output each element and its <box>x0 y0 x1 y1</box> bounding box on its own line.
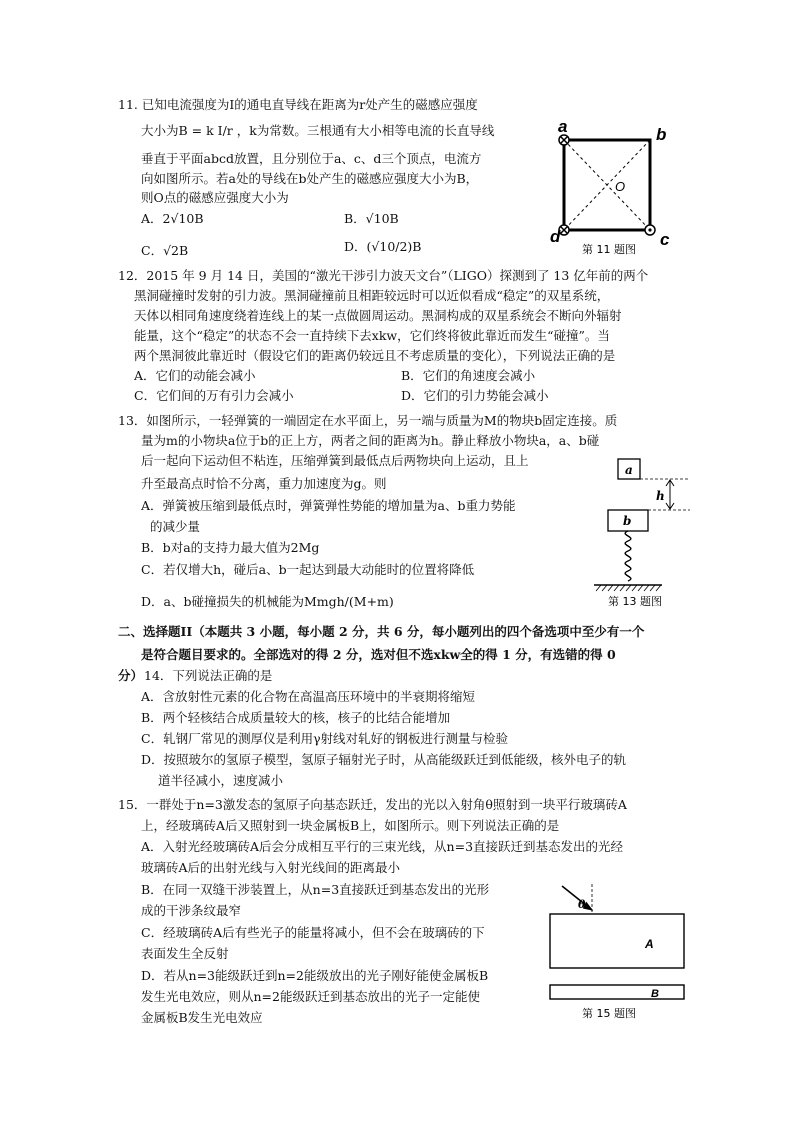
current-out-of-page-icon-c <box>645 225 655 235</box>
q13-option-a-line-1: A．弹簧被压缩到最低点时，弹簧弹性势能的增加量为a、b重力势能 <box>141 498 516 513</box>
ground-hatch <box>596 585 661 591</box>
q12-line-3: 天体以相同角速度绕着连线上的某一点做圆周运动。黑洞构成的双星系统会不断向外辐射 <box>134 308 622 323</box>
figure-15-caption: 第 15 题图 <box>582 1007 636 1020</box>
q11-line-3: 垂直于平面abcd放置，且分别位于a、c、d三个顶点，电流方 <box>141 151 482 166</box>
q11-option-c: C．√2B <box>141 243 189 258</box>
block-a-label: a <box>625 463 633 477</box>
q11-option-a: A．2√10B <box>141 211 204 226</box>
theta-label: θ <box>578 898 586 911</box>
label-a: a <box>558 117 568 136</box>
q11-option-b: B．√10B <box>344 211 399 226</box>
q11-square-figure <box>552 118 682 268</box>
q14-stem: 14．下列说法正确的是 <box>144 668 273 683</box>
q15-option-b-line-2: 成的干涉条纹最窄 <box>141 903 242 918</box>
q13-option-d: D．a、b碰撞损失的机械能为Mmgh/(M+m) <box>141 594 394 609</box>
q12-option-d: D．它们的引力势能会减小 <box>401 388 549 403</box>
q13-option-b: B．b对a的支持力最大值为2Mg <box>141 540 320 555</box>
q14-option-b: B．两个轻核结合成质量较大的核，核子的比结合能增加 <box>141 710 451 725</box>
q15-glass-figure <box>548 880 688 1025</box>
q15-option-d-line-3: 金属板B发生光电效应 <box>141 1010 263 1025</box>
section2-line-2: 是符合题目要求的。全部选对的得 2 分，选对但不选xkw全的得 1 分，有选错的得 0 <box>141 647 616 662</box>
q13-line-1: 13．如图所示，一轻弹簧的一端固定在水平面上，另一端与质量为M的物块b固定连接。质 <box>118 413 618 428</box>
q12-line-5: 两个黑洞彼此靠近时（假设它们的距离仍较远且不考虑质量的变化），下列说法正确的是 <box>134 348 616 363</box>
q15-line-2: 上，经玻璃砖A后又照射到一块金属板B上，如图所示。则下列说法正确的是 <box>141 818 560 833</box>
q12-line-1: 12．2015 年 9 月 14 日，美国的“激光干涉引力波天文台”（LIGO）探测到了 13 亿年前的两个 <box>118 268 649 283</box>
glass-brick-a <box>550 914 684 968</box>
q12-line-2: 黑洞碰撞时发射的引力波。黑洞碰撞前且相距较远时可以近似看成“稳定”的双星系统， <box>134 288 610 303</box>
q11-option-d: D．(√10/2)B <box>344 239 422 254</box>
q13-line-4: 升至最高点时恰不分离，重力加速度为g。则 <box>141 476 387 491</box>
q11-line-4: 向如图所示。若a处的导线在b处产生的磁感应强度大小为B， <box>141 171 479 186</box>
section2-line-3: 分） <box>118 668 144 683</box>
q14-option-d-line-2: 道半径减小，速度减小 <box>158 773 284 788</box>
q11-line-5: 则O点的磁感应强度大小为 <box>141 190 289 205</box>
q15-option-a-line-1: A．入射光经玻璃砖A后会分成相互平行的三束光线，从n=3直接跃迁到基态发出的光经 <box>141 839 624 854</box>
figure-13-caption: 第 13 题图 <box>608 595 662 608</box>
q15-option-c-line-1: C．经玻璃砖A后有些光子的能量将减小，但不会在玻璃砖的下 <box>141 925 485 940</box>
q14-option-d-line-1: D．按照玻尔的氢原子模型，氢原子辐射光子时，从高能级跃迁到低能级，核外电子的轨 <box>141 752 627 767</box>
spring <box>625 531 631 581</box>
h-label: h <box>656 489 665 503</box>
q15-option-d-line-2: 发生光电效应，则从n=2能级跃迁到基态放出的光子一定能使 <box>141 989 480 1004</box>
q13-line-2: 量为m的小物块a位于b的正上方，两者之间的距离为h。静止释放小物块a，a、b碰 <box>141 433 600 448</box>
q12-option-c: C．它们间的万有引力会减小 <box>134 388 294 403</box>
current-into-page-icon-d <box>559 225 569 235</box>
q12-option-b: B．它们的角速度会减小 <box>401 368 536 383</box>
q13-line-3: 后一起向下运动但不粘连，压缩弹簧到最低点后两物块向上运动，且上 <box>141 453 529 468</box>
q12-line-4: 能量，这个“稳定”的状态不会一直持续下去xkw，它们终将彼此靠近而发生“碰撞”。当 <box>134 328 610 343</box>
label-c: c <box>660 230 670 249</box>
label-b: b <box>656 125 667 144</box>
q13-option-a-line-2: 的减少量 <box>150 519 201 534</box>
q15-line-1: 15．一群处于n=3激发态的氢原子向基态跃迁，发出的光以入射角θ照射到一块平行玻璃砖A <box>118 797 627 812</box>
section2-line-1: 二、选择题II（本题共 3 小题，每小题 2 分，共 6 分，每小题列出的四个备选项中至少有一个 <box>118 624 645 639</box>
q15-option-a-line-2: 玻璃砖A后的出射光线与入射光线间的距离最小 <box>141 860 401 875</box>
q11-line-2: 大小为B = k I/r ，k为常数。三根通有大小相等电流的长直导线 <box>141 123 495 138</box>
plate-b-label: B <box>651 988 659 1000</box>
q14-option-a: A．含放射性元素的化合物在高温高压环境中的半衰期将缩短 <box>141 689 476 704</box>
q13-spring-figure <box>586 455 696 615</box>
figure-11-caption: 第 11 题图 <box>582 243 636 256</box>
current-into-page-icon-a <box>559 135 569 145</box>
q15-option-b-line-1: B．在同一双缝干涉装置上，从n=3直接跃迁到基态发出的光形 <box>141 882 490 897</box>
block-b-label: b <box>623 514 632 528</box>
q14-option-c: C．轧钢厂常见的测厚仪是利用γ射线对轧好的钢板进行测量与检验 <box>141 731 509 746</box>
q15-option-c-line-2: 表面发生全反射 <box>141 946 229 961</box>
label-d: d <box>550 227 561 246</box>
q12-option-a: A．它们的动能会减小 <box>134 368 256 383</box>
label-o: O <box>615 179 626 194</box>
glass-a-label: A <box>645 937 654 951</box>
q11-line-1: 11. 已知电流强度为I的通电直导线在距离为r处产生的磁感应强度 <box>118 97 478 112</box>
q13-option-c: C．若仅增大h，碰后a、b一起达到最大动能时的位置将降低 <box>141 562 475 577</box>
q15-option-d-line-1: D．若从n=3能级跃迁到n=2能级放出的光子刚好能使金属板B <box>141 968 489 983</box>
metal-plate-b <box>550 985 684 999</box>
